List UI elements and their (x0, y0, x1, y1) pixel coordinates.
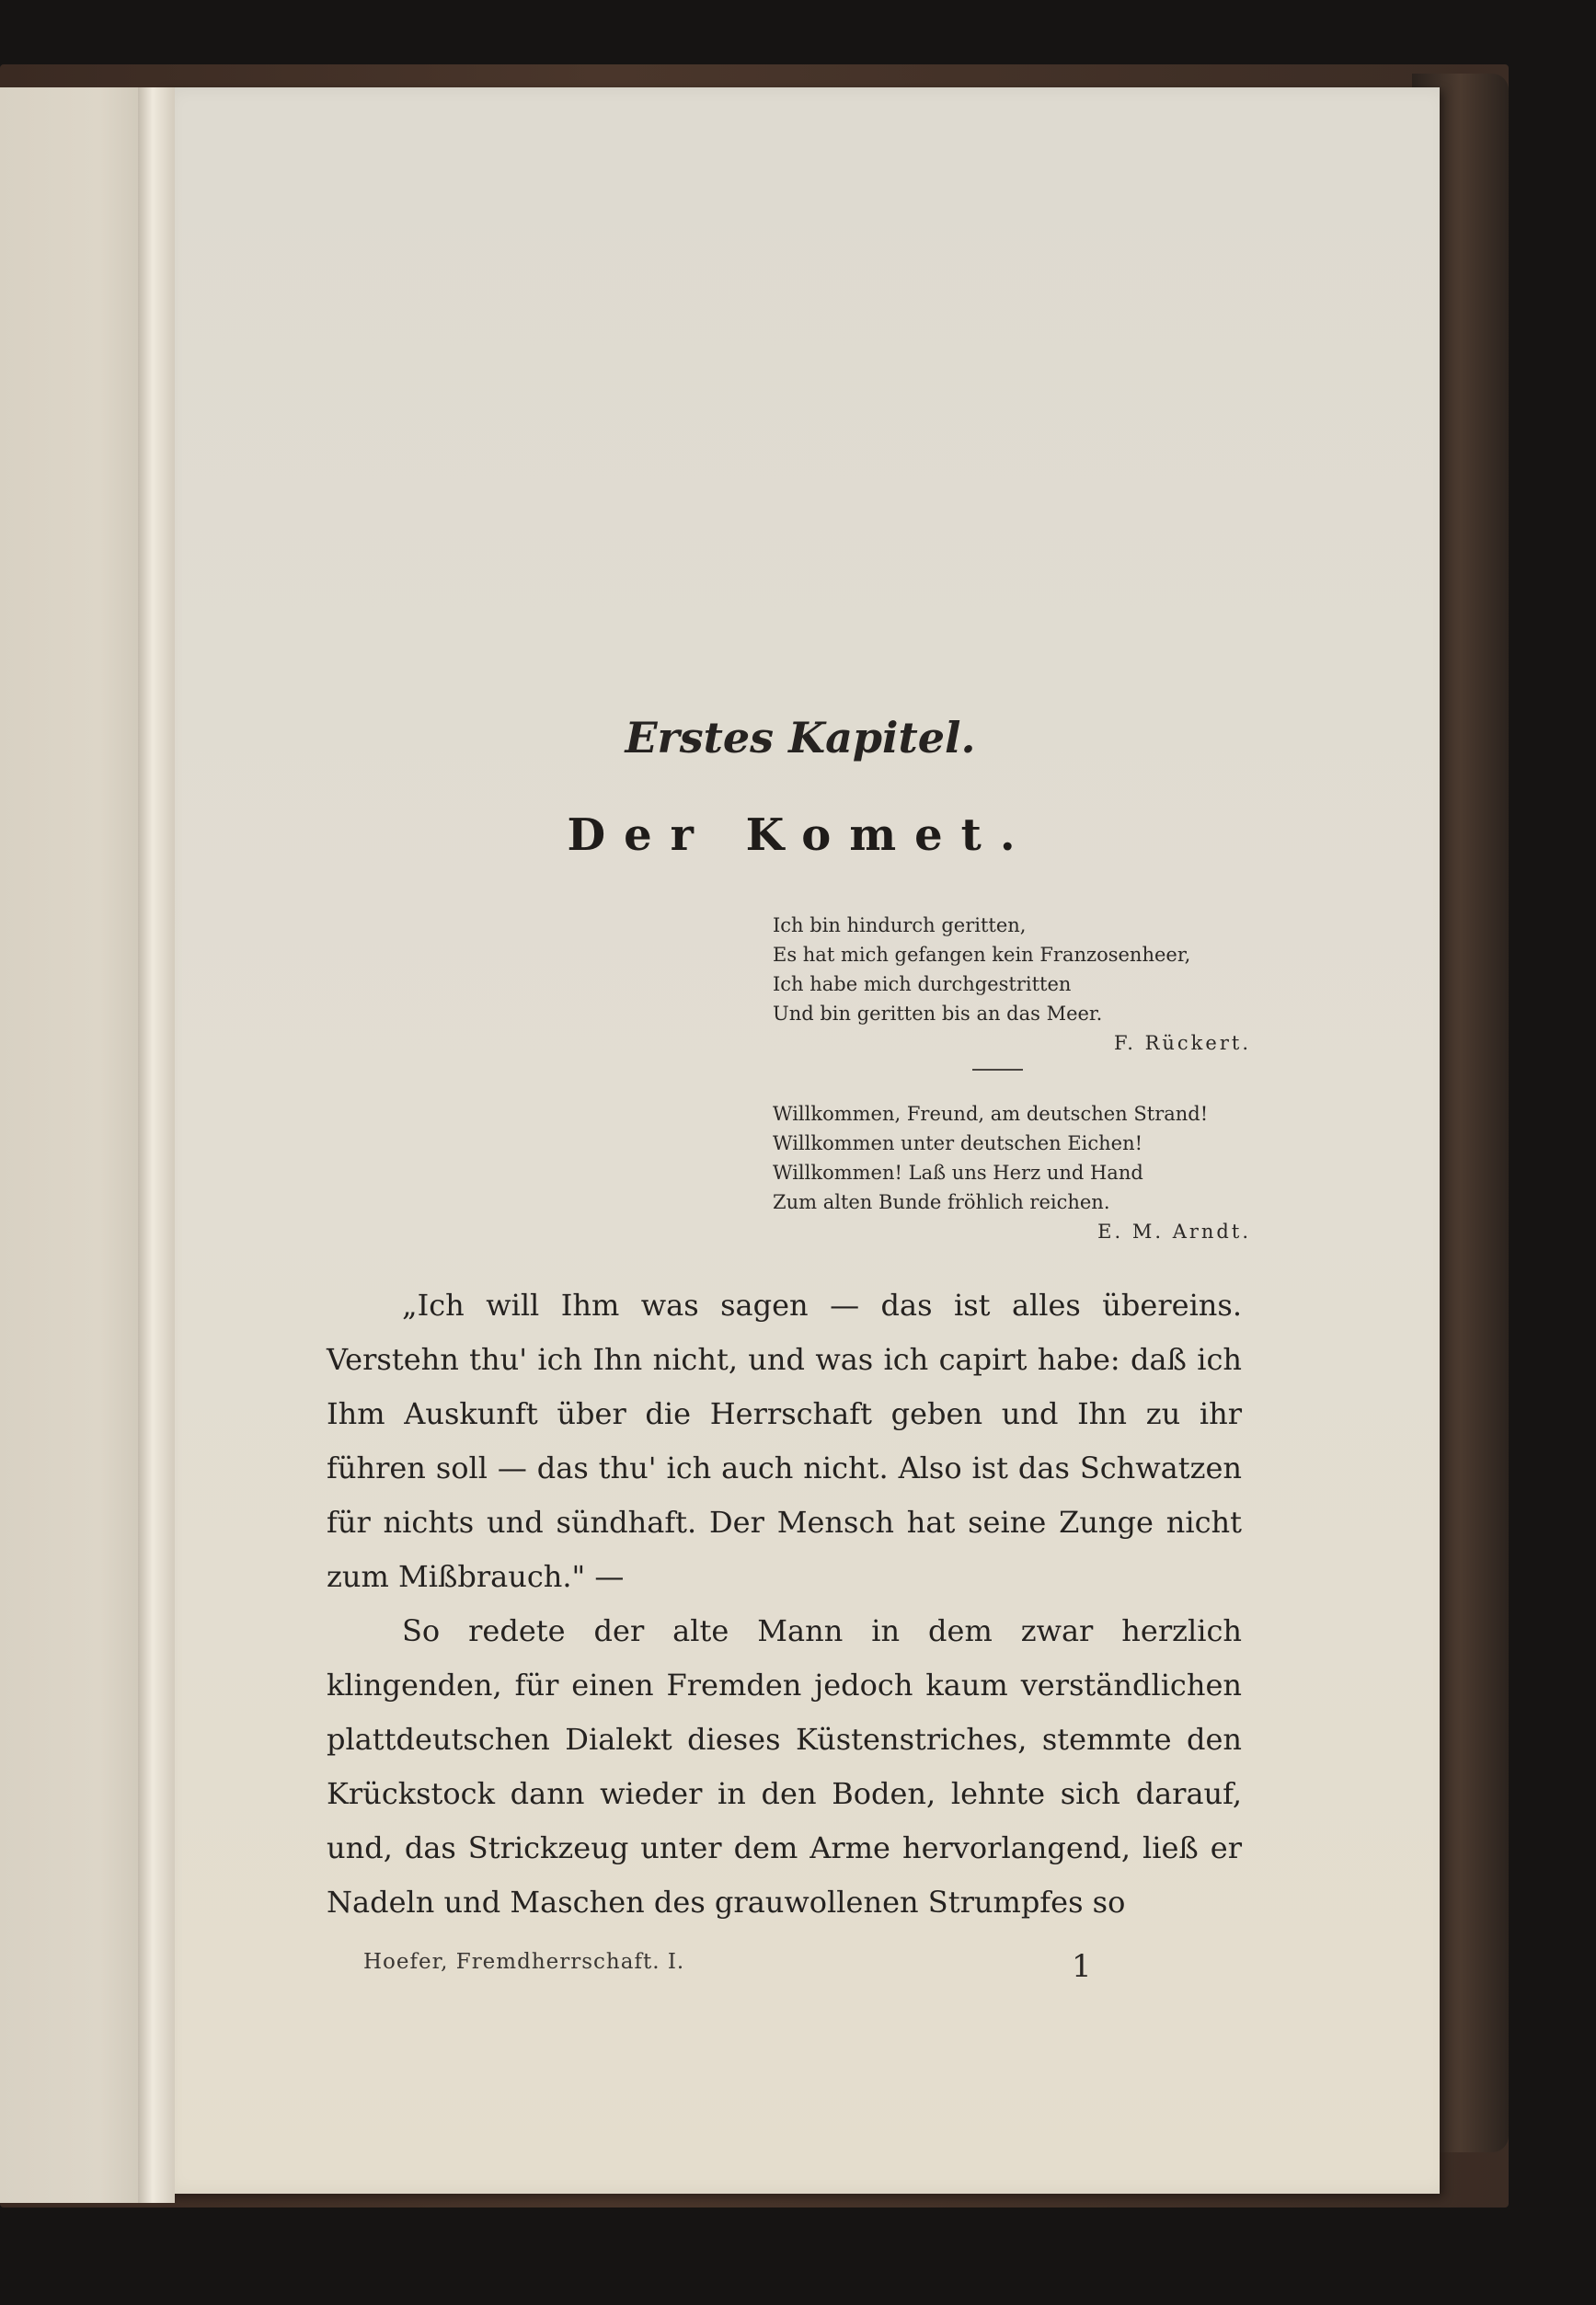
chapter-title: Der Komet. (567, 809, 1034, 861)
epigraph-line: Ich habe mich durchgestritten (773, 973, 1072, 995)
paragraph: So redete der alte Mann in dem zwar herzlich klingenden, für einen Fremden jedoch kaum verständlichen plattdeutschen Dialekt dieses Küstenstriches, stemmte den Krückstock dann wieder in den Boden, lehnte sich darauf, und, das Strickzeug unter dem Arme hervorlangend, ließ er Nadeln und Maschen des grauwollenen Strumpfes so (327, 1613, 1242, 1920)
epigraph-line: Zum alten Bunde fröhlich reichen. (773, 1191, 1110, 1213)
paragraph: „Ich will Ihm was sagen — das ist alles übereins. Verstehn thu' ich Ihn nicht, und was ich capirt habe: daß ich Ihm Auskunft über die Herrschaft geben und Ihn zu ihr führen soll — das thu' ich auch nicht. Also ist das Schwatzen für nichts und sündhaft. Der Mensch hat seine Zunge nicht zum Mißbrauch." — (327, 1288, 1242, 1594)
epigraph-line: Ich bin hindurch geritten, (773, 914, 1027, 936)
book-gutter (138, 87, 175, 2203)
epigraph-line: Es hat mich gefangen kein Franzosenheer, (773, 944, 1191, 966)
epigraph-divider (972, 1069, 1023, 1071)
epigraph-line: Willkommen, Freund, am deutschen Strand! (773, 1103, 1209, 1125)
chapter-number: Erstes Kapitel. (625, 713, 976, 763)
footer-signature: Hoefer, Fremdherrschaft. I. (363, 1950, 685, 1974)
epigraph-line: Willkommen! Laß uns Herz und Hand (773, 1162, 1143, 1184)
epigraph-line: Und bin geritten bis an das Meer. (773, 1003, 1103, 1025)
epigraph-author: F. Rückert. (1113, 1032, 1251, 1054)
epigraph-author: E. M. Arndt. (1097, 1221, 1251, 1243)
epigraph-line: Willkommen unter deutschen Eichen! (773, 1132, 1143, 1154)
epigraph-rueckert (773, 911, 1251, 1058)
page-number: 1 (1072, 1948, 1092, 1985)
body-text (327, 1279, 1242, 1930)
epigraph-arndt (773, 1099, 1251, 1246)
